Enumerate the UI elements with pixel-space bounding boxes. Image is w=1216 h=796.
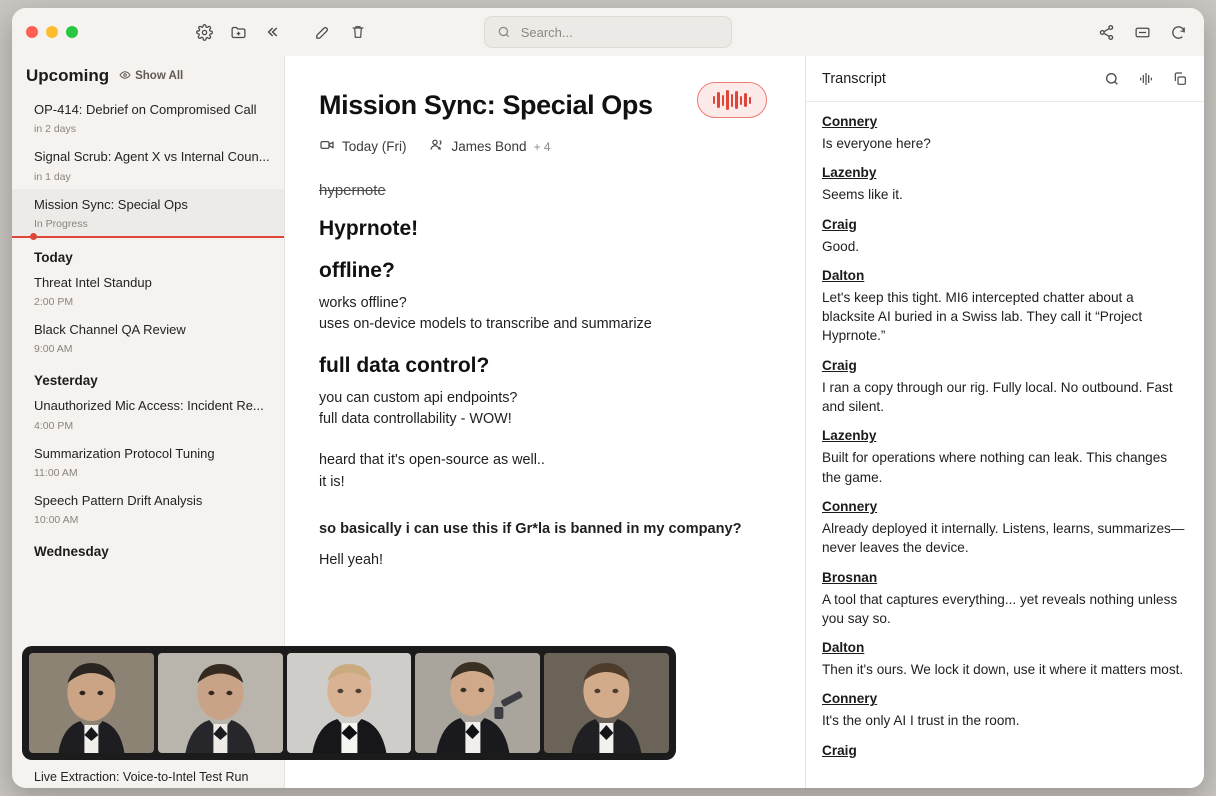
list-item-title: Threat Intel Standup <box>34 274 152 290</box>
transcript-line: Seems like it. <box>822 187 903 203</box>
list-item-subtitle: 2:00 PM <box>34 296 74 308</box>
note-group-header: Yesterday <box>34 373 98 389</box>
note-paragraph: so basically i can use this if Gr*la is banned in my company? <box>319 520 742 537</box>
sidebar <box>12 56 284 788</box>
show-all-label: Show All <box>135 70 184 82</box>
refresh-icon[interactable] <box>1168 22 1188 42</box>
note-meta <box>319 137 771 156</box>
window-actions <box>1096 22 1204 42</box>
list-item[interactable] <box>12 267 284 314</box>
list-item[interactable] <box>12 438 284 485</box>
attendee-name: James Bond <box>451 139 527 154</box>
photo-thumbnail[interactable] <box>544 653 669 753</box>
transcript-speaker[interactable]: Connery <box>822 691 878 707</box>
edit-note-icon[interactable] <box>312 22 332 42</box>
note-paragraph: works offline? <box>319 295 407 311</box>
list-item-subtitle: 10:00 AM <box>34 514 79 526</box>
bottom-note-title[interactable]: Live Extraction: Voice-to-Intel Test Run <box>34 770 249 784</box>
note-toolbar <box>312 22 368 42</box>
list-item-subtitle: in 1 day <box>34 170 71 183</box>
note-attendees[interactable] <box>429 137 551 156</box>
transcript-speaker[interactable]: Craig <box>822 742 857 758</box>
list-item-title: OP-414: Debrief on Compromised Call <box>34 102 257 117</box>
list-item-title: Summarization Protocol Tuning <box>34 445 215 461</box>
list-item-subtitle: in 2 days <box>34 123 77 136</box>
maximize-window-button[interactable] <box>66 26 78 38</box>
note-group-header: Today <box>34 249 73 265</box>
list-item-title: Speech Pattern Drift Analysis <box>34 492 203 508</box>
note-heading: full data control? <box>319 353 490 377</box>
search-bar[interactable] <box>484 16 732 48</box>
window-controls[interactable] <box>12 26 132 38</box>
trash-icon[interactable] <box>348 22 368 42</box>
search-icon[interactable] <box>1102 69 1122 89</box>
note-paragraph: heard that it's open-source as well.. <box>319 452 545 469</box>
new-folder-icon[interactable] <box>228 22 248 42</box>
transcript-line: Then it's ours. We lock it down, use it where it matters most. <box>822 662 1184 678</box>
transcript-actions <box>1102 69 1190 89</box>
transcript-speaker[interactable]: Dalton <box>822 267 865 283</box>
note-date[interactable] <box>319 137 407 156</box>
title-bar <box>12 8 1204 56</box>
search-input[interactable] <box>521 25 721 40</box>
app-body <box>12 56 1204 788</box>
transcript-speaker[interactable]: Craig <box>822 357 857 373</box>
transcript-panel <box>806 56 1204 788</box>
attendee-overflow[interactable]: + 4 <box>533 139 551 154</box>
collapse-sidebar-icon[interactable] <box>262 22 282 42</box>
photo-thumbnail[interactable] <box>158 653 283 753</box>
app-window <box>12 8 1204 788</box>
transcript-line: I ran a copy through our rig. Fully local. No outbound. Fast and silent. <box>822 379 1173 415</box>
list-item-subtitle: In Progress <box>34 217 88 230</box>
transcript-speaker[interactable]: Connery <box>822 114 878 129</box>
note-heading: offline? <box>319 259 395 282</box>
transcript-entries[interactable] <box>806 102 1204 788</box>
transcript-line: Let's keep this tight. MI6 intercepted chatter about a blacksite AI buried in a Swiss lab. They call it “Project Hyprnote.” <box>822 289 1143 344</box>
list-item-title: Signal Scrub: Agent X vs Internal Coun... <box>34 149 270 165</box>
list-item[interactable] <box>12 485 284 532</box>
transcript-header <box>806 56 1204 102</box>
note-paragraph: Hell yeah! <box>319 552 383 569</box>
recording-indicator[interactable] <box>697 82 767 118</box>
note-body[interactable] <box>319 182 771 572</box>
search-icon <box>495 22 513 42</box>
transcript-speaker[interactable]: Connery <box>822 498 878 514</box>
list-item-title: Black Channel QA Review <box>34 322 186 337</box>
list-item-subtitle: 11:00 AM <box>34 466 78 479</box>
transcript-speaker[interactable]: Dalton <box>822 640 865 656</box>
note-paragraph: you can custom api endpoints? <box>319 389 518 406</box>
photo-thumbnail[interactable] <box>415 653 540 753</box>
gear-icon[interactable] <box>194 22 214 42</box>
transcript-line: Built for operations where nothing can leak. This changes the game. <box>822 450 1168 485</box>
people-icon <box>429 137 445 156</box>
note-group-header: Wednesday <box>34 544 109 559</box>
transcript-speaker[interactable]: Brosnan <box>822 569 878 585</box>
sidebar-header <box>12 56 284 94</box>
note-paragraph: it is! <box>319 473 345 490</box>
eye-icon <box>119 69 131 84</box>
list-item[interactable] <box>12 141 284 188</box>
minimize-window-button[interactable] <box>46 26 58 38</box>
note-heading: Hyprnote! <box>319 217 419 240</box>
list-item[interactable] <box>12 94 284 141</box>
note-strikethrough-text: hypernote <box>319 182 386 199</box>
photo-thumbnail[interactable] <box>287 653 412 753</box>
photo-thumbnail[interactable] <box>29 653 154 753</box>
list-item-subtitle: 9:00 AM <box>34 343 73 356</box>
transcript-line: Is everyone here? <box>822 136 931 151</box>
list-item-subtitle: 4:00 PM <box>34 419 74 432</box>
video-camera-icon <box>319 137 335 156</box>
copy-icon[interactable] <box>1170 69 1190 89</box>
waveform-icon[interactable] <box>1136 69 1156 89</box>
transcript-speaker[interactable]: Craig <box>822 216 857 232</box>
list-item-title: Unauthorized Mic Access: Incident Re... <box>34 398 264 414</box>
transcript-line: Already deployed it internally. Listens, learns, summarizes—never leaves the device. <box>822 520 1185 556</box>
list-item[interactable] <box>12 314 284 361</box>
list-item-title: Mission Sync: Special Ops <box>34 196 188 212</box>
page-title: Upcoming <box>26 66 110 85</box>
note-paragraph: full data controllability - WOW! <box>319 410 512 427</box>
transcript-speaker[interactable]: Lazenby <box>822 165 877 181</box>
note-title[interactable]: Mission Sync: Special Ops <box>319 90 653 120</box>
note-date-label: Today (Fri) <box>342 139 407 154</box>
show-all-button[interactable] <box>119 69 183 84</box>
transcript-speaker[interactable]: Lazenby <box>822 428 877 444</box>
transcript-line: It's the only AI I trust in the room. <box>822 713 1020 729</box>
photo-strip[interactable] <box>22 646 676 760</box>
list-item[interactable] <box>12 390 284 437</box>
sidebar-toolbar <box>194 22 282 42</box>
share-icon[interactable] <box>1096 22 1116 42</box>
note-paragraph: uses on-device models to transcribe and summarize <box>319 316 652 333</box>
transcript-title: Transcript <box>822 70 886 87</box>
list-item[interactable] <box>12 189 284 238</box>
transcript-line: Good. <box>822 238 860 254</box>
widget-icon[interactable] <box>1132 22 1152 42</box>
close-window-button[interactable] <box>26 26 38 38</box>
transcript-line: A tool that captures everything... yet reveals nothing unless you say so. <box>822 591 1178 626</box>
